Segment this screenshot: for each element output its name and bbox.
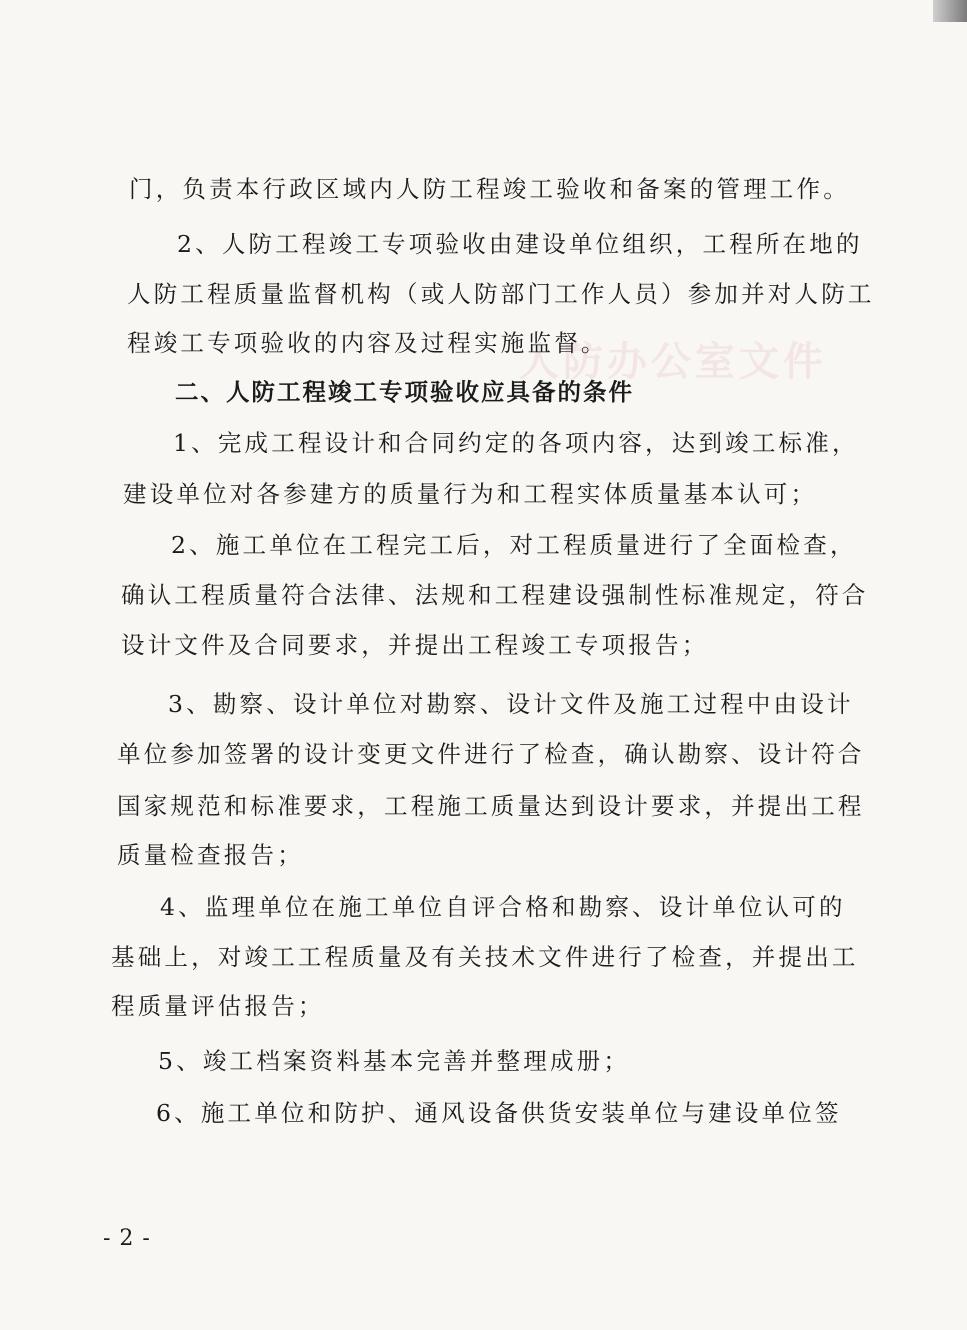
text-line: 质量检查报告；: [117, 841, 304, 869]
text-line: 4、监理单位在施工单位自评合格和勘察、设计单位认可的: [160, 893, 846, 921]
text-line: 国家规范和标准要求，工程施工质量达到设计要求，并提出工程: [117, 792, 865, 820]
text-line: 人防工程质量监督机构（或人防部门工作人员）参加并对人防工: [127, 280, 875, 308]
text-line: 程竣工专项验收的内容及过程实施监督。: [127, 329, 608, 357]
text-line: 5、竣工档案资料基本完善并整理成册；: [158, 1047, 631, 1075]
scan-edge-shadow: [933, 0, 967, 22]
text-line: 基础上，对竣工工程质量及有关技术文件进行了检查，并提出工: [111, 943, 859, 971]
text-line: 建设单位对各参建方的质量行为和工程实体质量基本认可；: [123, 480, 818, 508]
text-line: 设计文件及合同要求，并提出工程竣工专项报告；: [121, 631, 709, 659]
section-heading: 二、人防工程竣工专项验收应具备的条件: [175, 378, 634, 406]
text-line: 确认工程质量符合法律、法规和工程建设强制性标准规定，符合: [121, 581, 869, 609]
text-line: 1、完成工程设计和合同约定的各项内容，达到竣工标准，: [173, 429, 859, 457]
text-line: 单位参加签署的设计变更文件进行了检查，确认勘察、设计符合: [117, 740, 865, 768]
text-line: 3、勘察、设计单位对勘察、设计文件及施工过程中由设计: [168, 690, 854, 718]
bleed-through-decoration: 人防办公室文件: [519, 338, 827, 385]
text-line: 6、施工单位和防护、通风设备供货安装单位与建设单位签: [156, 1099, 842, 1127]
text-line: 2、人防工程竣工专项验收由建设单位组织，工程所在地的: [177, 230, 863, 258]
text-line: 程质量评估报告；: [111, 992, 325, 1020]
page-number: - 2 -: [103, 1226, 151, 1251]
text-line: 2、施工单位在工程完工后，对工程质量进行了全面检查，: [171, 531, 857, 559]
text-line: 门，负责本行政区域内人防工程竣工验收和备案的管理工作。: [129, 175, 850, 203]
